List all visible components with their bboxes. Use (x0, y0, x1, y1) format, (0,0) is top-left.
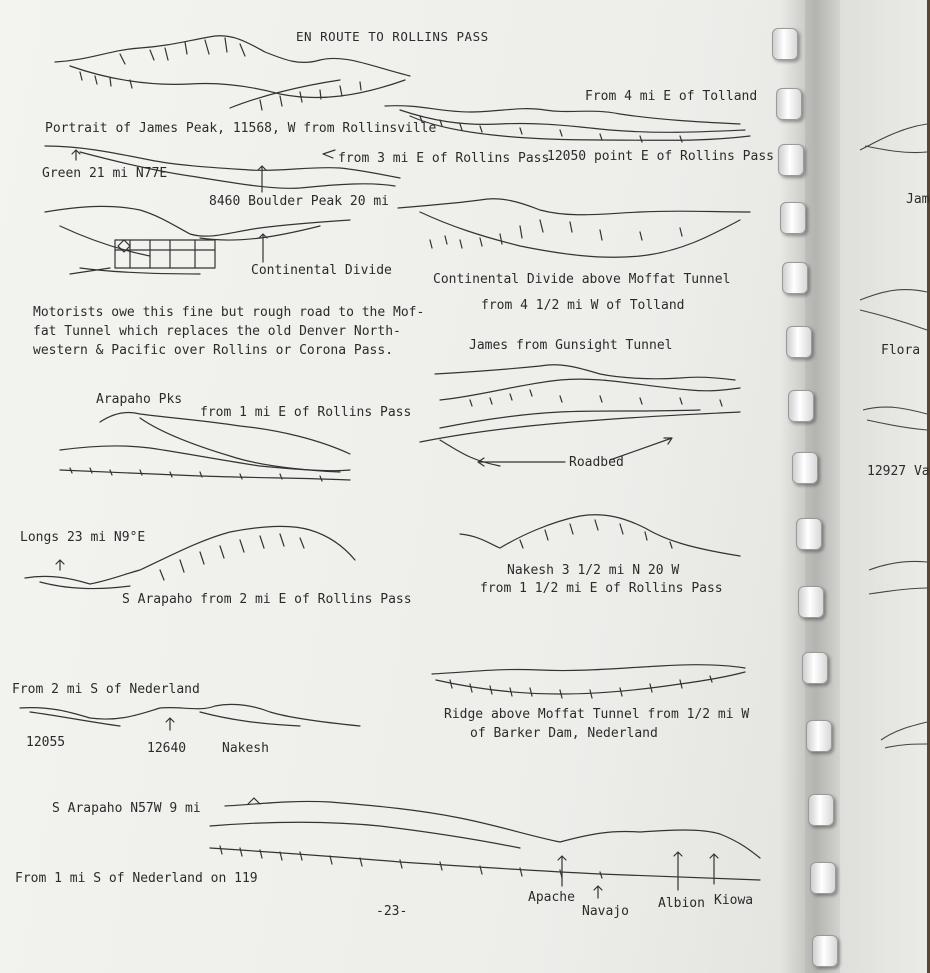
caption-moffat-divide-2: from 4 1/2 mi W of Tolland (481, 298, 685, 313)
sketch-james-gunsight (420, 365, 740, 466)
binding-ring (806, 720, 832, 752)
caption-moffat-divide-1: Continental Divide above Moffat Tunnel (433, 272, 731, 287)
paragraph-line-2: fat Tunnel which replaces the old Denver North- (33, 324, 401, 339)
binding-ring (812, 935, 838, 967)
caption-s-arapaho-2mi: S Arapaho from 2 mi E of Rollins Pass (122, 592, 412, 607)
caption-james-gunsight: James from Gunsight Tunnel (469, 338, 673, 353)
caption-roadbed: Roadbed (569, 455, 624, 470)
sketch-arapaho-pks (60, 412, 350, 481)
next-page-label-jam: Jam (906, 192, 930, 207)
next-page-sketches (805, 0, 930, 973)
binding-ring (772, 28, 798, 60)
caption-continental-divide: Continental Divide (251, 263, 392, 278)
paragraph-line-1: Motorists owe this fine but rough road to the Mof- (33, 305, 425, 320)
page-number: -23- (376, 904, 408, 919)
caption-ridge-moffat-1: Ridge above Moffat Tunnel from 1/2 mi W (444, 707, 750, 722)
elevation-12055: 12055 (26, 735, 66, 750)
caption-1mi-rollins: from 1 mi E of Rollins Pass (200, 405, 412, 420)
sketch-nederland-119 (210, 798, 760, 898)
caption-green: Green 21 mi N77E (42, 166, 168, 181)
caption-arapaho-pks: Arapaho Pks (96, 392, 183, 407)
caption-navajo: Navajo (582, 904, 629, 919)
caption-nakesh-2: from 1 1/2 mi E of Rollins Pass (480, 581, 723, 596)
caption-nakesh: Nakesh (222, 741, 269, 756)
binding-ring (780, 202, 806, 234)
sketch-tolland-east (385, 106, 750, 142)
caption-ridge-moffat-2: of Barker Dam, Nederland (470, 726, 658, 741)
binding-ring (808, 794, 834, 826)
caption-boulder-peak: 8460 Boulder Peak 20 mi (209, 194, 390, 209)
next-page-label-flora: Flora (881, 343, 921, 358)
caption-albion: Albion (658, 896, 705, 911)
caption-s-arapaho-n57w: S Arapaho N57W 9 mi (52, 801, 201, 816)
caption-apache: Apache (528, 890, 575, 905)
binding-ring (776, 88, 802, 120)
binding-ring (788, 390, 814, 422)
sketch-ridge-moffat (432, 665, 745, 698)
caption-3mi-rollins: from 3 mi E of Rollins Pass (338, 151, 550, 166)
caption-nakesh-1: Nakesh 3 1/2 mi N 20 W (507, 563, 680, 578)
caption-12050-point: 12050 point E of Rollins Pass (547, 149, 774, 164)
next-page-edge (805, 0, 930, 973)
sketch-james-peak-portrait (55, 36, 410, 110)
caption-2mi-nederland: From 2 mi S of Nederland (12, 682, 200, 697)
next-page-label-va: 12927 Va (867, 464, 930, 479)
page-title: EN ROUTE TO ROLLINS PASS (296, 29, 489, 44)
caption-kiowa: Kiowa (714, 893, 754, 908)
binding-ring (802, 652, 828, 684)
sketch-nederland-south (20, 704, 360, 730)
sketch-moffat-divide (398, 199, 750, 258)
caption-longs: Longs 23 mi N9°E (20, 530, 146, 545)
binding-ring (810, 862, 836, 894)
binding-ring (796, 518, 822, 550)
binding-ring (786, 326, 812, 358)
elevation-12640: 12640 (147, 741, 187, 756)
binding-ring (782, 262, 808, 294)
sketch-nakesh-peak (460, 515, 740, 556)
binding-ring (792, 452, 818, 484)
caption-1mi-nederland-119: From 1 mi S of Nederland on 119 (15, 871, 258, 886)
caption-james-portrait: Portrait of James Peak, 11568, W from Rollinsville (45, 121, 437, 136)
binding-ring (798, 586, 824, 618)
caption-tolland-east: From 4 mi E of Tolland (585, 89, 758, 104)
paragraph-line-3: western & Pacific over Rollins or Corona Pass. (33, 343, 394, 358)
binding-ring (778, 144, 804, 176)
